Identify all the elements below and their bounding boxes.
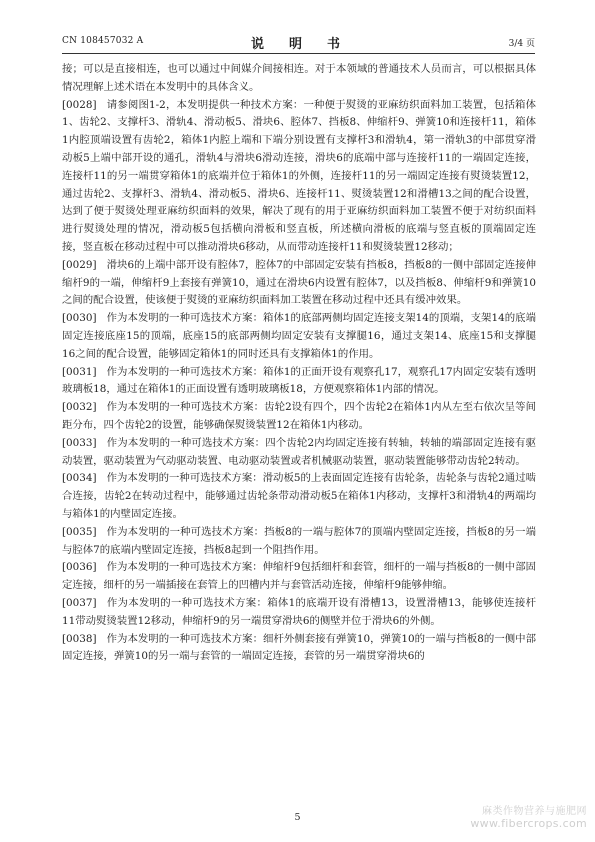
- paragraph-number: [0030]: [62, 312, 97, 325]
- paragraph: [62, 559, 536, 595]
- site-watermark: [470, 802, 587, 830]
- page-count: 3/4 页: [508, 39, 535, 49]
- paragraph: [62, 524, 536, 560]
- document-title: 说 明 书: [250, 37, 346, 52]
- paragraph-text: 作为本发明的一种可选技术方案：细杆外侧套接有弹簧10，弹簧10的一端与挡板8的一侧中部固定连接，弹簧10的另一端与套管的一端固定连接，套管的另一端贯穿滑块6的: [62, 632, 536, 663]
- paragraph-number: [0035]: [62, 525, 97, 538]
- page-header: [62, 34, 535, 52]
- paragraph-text: 作为本发明的一种可选技术方案：箱体1的底部两侧均固定连接支架14的顶端，支架14的底端固定连接底座15的顶端，底座15的底部两侧均固定安装有支撑腿16，通过支架14、底座15和支撑腿16之间的配合设置，能够固定箱体1的同时还具有支撑箱体1的作用。: [62, 312, 536, 360]
- paragraph-text: 作为本发明的一种可选技术方案：箱体1的底端开设有滑槽13，设置滑槽13，能够使连接杆11带动熨烫装置12移动，伸缩杆9的另一端贯穿滑块6的侧壁并位于滑块6的外侧。: [62, 596, 536, 627]
- paragraph: [62, 257, 536, 310]
- paragraph-text: 作为本发明的一种可选技术方案：四个齿轮2内均固定连接有转轴，转轴的端部固定连接有驱动装置，驱动装置为气动驱动装置、电动驱动装置或者机械驱动装置，驱动装置能够带动齿轮2转动。: [62, 436, 536, 467]
- paragraph-number: [0029]: [62, 258, 97, 271]
- paragraph-text: 作为本发明的一种可选技术方案：挡板8的一端与腔体7的顶端内壁固定连接，挡板8的另一端与腔体7的底端内壁固定连接，挡板8起到一个阻挡作用。: [62, 525, 536, 556]
- paragraph: [62, 470, 536, 523]
- paragraph: [62, 97, 536, 257]
- watermark-title: 麻类作物营养与施肥网: [482, 806, 587, 817]
- paragraph-number: [0038]: [62, 632, 97, 645]
- paragraph: [62, 595, 536, 631]
- paragraph-number: [0031]: [62, 365, 97, 378]
- paragraph-number: [0036]: [62, 561, 97, 574]
- paragraph-number: [0033]: [62, 436, 97, 449]
- document-body: [62, 61, 536, 666]
- intro-paragraph: 接；可以是直接相连，也可以通过中间媒介间接相连。对于本领域的普通技术人员而言，可以根据具体情况理解上述术语在本发明中的具体含义。: [62, 63, 536, 93]
- paragraph-text: 作为本发明的一种可选技术方案：滑动板5的上表面固定连接有齿轮条，齿轮条与齿轮2通过啮合连接，齿轮2在转动过程中，能够通过齿轮条带动滑动板5在箱体1内移动，支撑杆3和滑轨4的两端均与箱体1的内壁固定连接。: [62, 472, 536, 520]
- paragraph-list: [62, 97, 536, 667]
- header-rule: [62, 53, 535, 54]
- paragraph-text: 请参阅图1-2，本发明提供一种技术方案：一种便于熨烫的亚麻纺织面料加工装置，包括箱体1、齿轮2、支撑杆3、滑轨4、滑动板5、滑块6、腔体7、挡板8、伸缩杆9、弹簧10和连接杆11，箱体1内腔顶端设置有齿轮2，箱体1内腔上端和下端分别设置有支撑杆3和滑轨4，第一滑轨3的中部贯穿滑动板5上端中部开设的通孔，滑轨4与滑块6滑动连接，滑块6的底端中部与连接杆11的一端固定连接，连接杆11的另一端贯穿箱体1的底端并位于箱体1的外侧，连接杆11的另一端固定连接有熨烫装置12，通过齿轮2、支撑杆3、滑轨4、滑动板5、滑块6、连接杆11、熨烫装置12和滑槽13之间的配合设置，达到了便于熨烫处理亚麻纺织面料的效果，解决了现有的用于亚麻纺织面料加工装置不便于对纺织面料进行熨烫处理的情况，滑动板5包括横向滑板和竖直板，所述横向滑板的底端与竖直板的顶端固定连接，竖直板在移动过程中可以推动滑块6移动，从而带动连接杆11和熨烫装置12移动；: [62, 98, 536, 253]
- watermark-url: www.fibercrops.com: [470, 817, 587, 830]
- paragraph-number: [0032]: [62, 401, 97, 414]
- paragraph-text: 作为本发明的一种可选技术方案：伸缩杆9包括细杆和套管，细杆的一端与挡板8的一侧中部固定连接，细杆的另一端插接在套管上的凹槽内并与套管活动连接，伸缩杆9能够伸缩。: [62, 561, 536, 592]
- paragraph-text: 作为本发明的一种可选技术方案：齿轮2设有四个，四个齿轮2在箱体1内从左至右依次呈等间距分布，四个齿轮2的设置，能够确保熨烫装置12在箱体1内移动。: [62, 401, 536, 431]
- paragraph: [62, 631, 536, 667]
- paragraph-text: 作为本发明的一种可选技术方案：箱体1的正面开设有观察孔17，观察孔17内固定安装有透明玻璃板18，通过在箱体1的正面设置有透明玻璃板18，方便观察箱体1内部的情况。: [62, 365, 536, 396]
- paragraph: [62, 399, 536, 435]
- paragraph-text: 滑块6的上端中部开设有腔体7，腔体7的中部固定安装有挡板8，挡板8的一侧中部固定连接伸缩杆9的一端，伸缩杆9上套接有弹簧10，通过在滑块6内设置有腔体7，以及挡板8、伸缩杆9和弹簧10之间的配合设置，使该便于熨烫的亚麻纺织面料加工装置在移动过程中还具有缓冲效果。: [62, 258, 536, 307]
- page-number: 5: [294, 812, 301, 823]
- paragraph: [62, 364, 536, 400]
- publication-number: CN 108457032 A: [62, 36, 144, 46]
- paragraph-number: [0034]: [62, 472, 97, 485]
- paragraph-number: [0028]: [62, 98, 97, 111]
- paragraph: [62, 310, 536, 363]
- paragraph-number: [0037]: [62, 596, 97, 609]
- paragraph: [62, 435, 536, 471]
